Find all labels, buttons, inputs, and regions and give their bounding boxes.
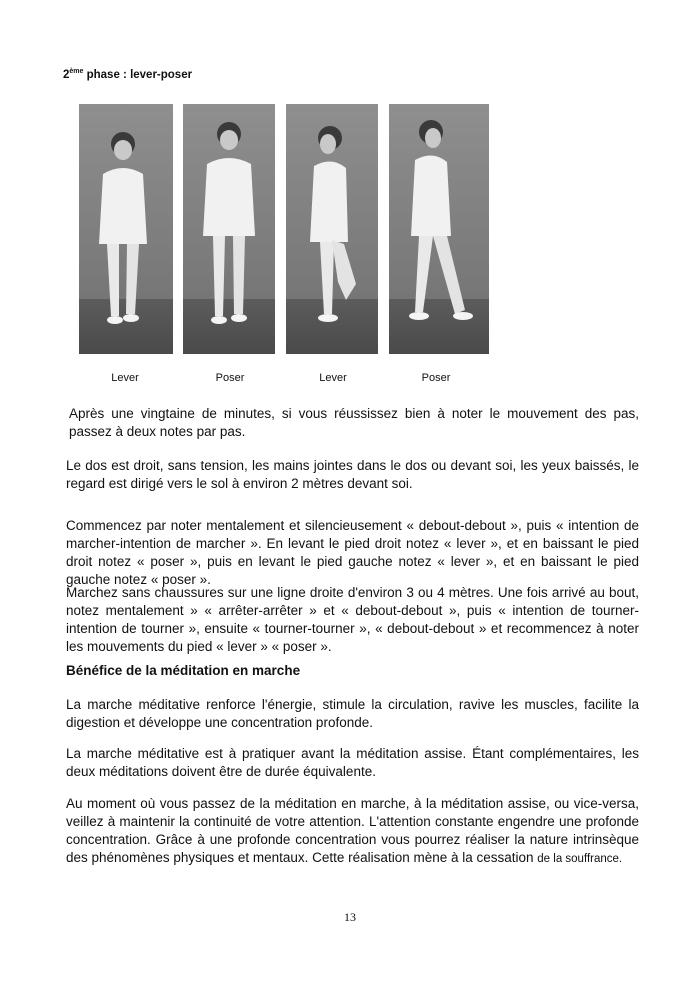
photo-lever-2 xyxy=(286,104,378,354)
photo-lever-1 xyxy=(79,104,173,354)
caption-poser-1: Poser xyxy=(215,372,245,384)
paragraph-4: Marchez sans chaussures sur une ligne droite d'environ 3 ou 4 mètres. Une fois arrivé au bout, notez mentalement » « arrêter-arrêter » et « debout-debout », puis « intention de tourner- intention de tourner », ensuite « tourner-tourner », « debout-debout » et recommencez à noter les mouvements du pied « lever » « poser ». xyxy=(66,585,639,654)
paragraph-2: Le dos est droit, sans tension, les mains jointes dans le dos ou devant soi, les yeux baissés, le regard est dirigé vers le sol à environ 2 mètres devant soi. xyxy=(66,458,639,491)
page-number: 13 xyxy=(344,910,356,924)
subheading: Bénéfice de la méditation en marche xyxy=(66,663,301,678)
caption-lever-2: Lever xyxy=(319,372,347,384)
photo-poser-2 xyxy=(389,104,489,354)
paragraph-5: La marche méditative renforce l'énergie, stimule la circulation, ravive les muscles, facilite la digestion et développe une concentration profonde. xyxy=(66,697,639,730)
section-heading: 2ème phase : lever-poser xyxy=(63,68,193,81)
photo-poser-1 xyxy=(183,104,275,354)
paragraph-3: Commencez par noter mentalement et silencieusement « debout-debout », puis « intention de marcher-intention de marcher ». En levant le pied droit notez « lever », et en baissant le pied droit notez « poser », puis en levant le pied gauche notez « lever », et en baissant le pied gauche notez « poser ». xyxy=(66,518,639,587)
paragraph-6: La marche méditative est à pratiquer avant la méditation assise. Étant complémentaires, les deux méditations doivent être de durée équivalente. xyxy=(66,746,639,779)
photo-strip xyxy=(79,104,489,354)
paragraph-7: Au moment où vous passez de la méditation en marche, à la méditation assise, ou vice-versa, veillez à maintenir la continuité de votre attention. L'attention constante engendre une profonde concentration. Grâce à une profonde concentration vous pourrez réaliser la nature intrinsèque des phénomènes physiques et mentaux. Cette réalisation mène à la cessation de la souffrance. xyxy=(66,796,639,865)
paragraph-1: Après une vingtaine de minutes, si vous réussissez bien à noter le mouvement des pas, passez à deux notes par pas. xyxy=(69,406,639,439)
caption-poser-2: Poser xyxy=(421,372,451,384)
caption-lever-1: Lever xyxy=(111,372,139,384)
